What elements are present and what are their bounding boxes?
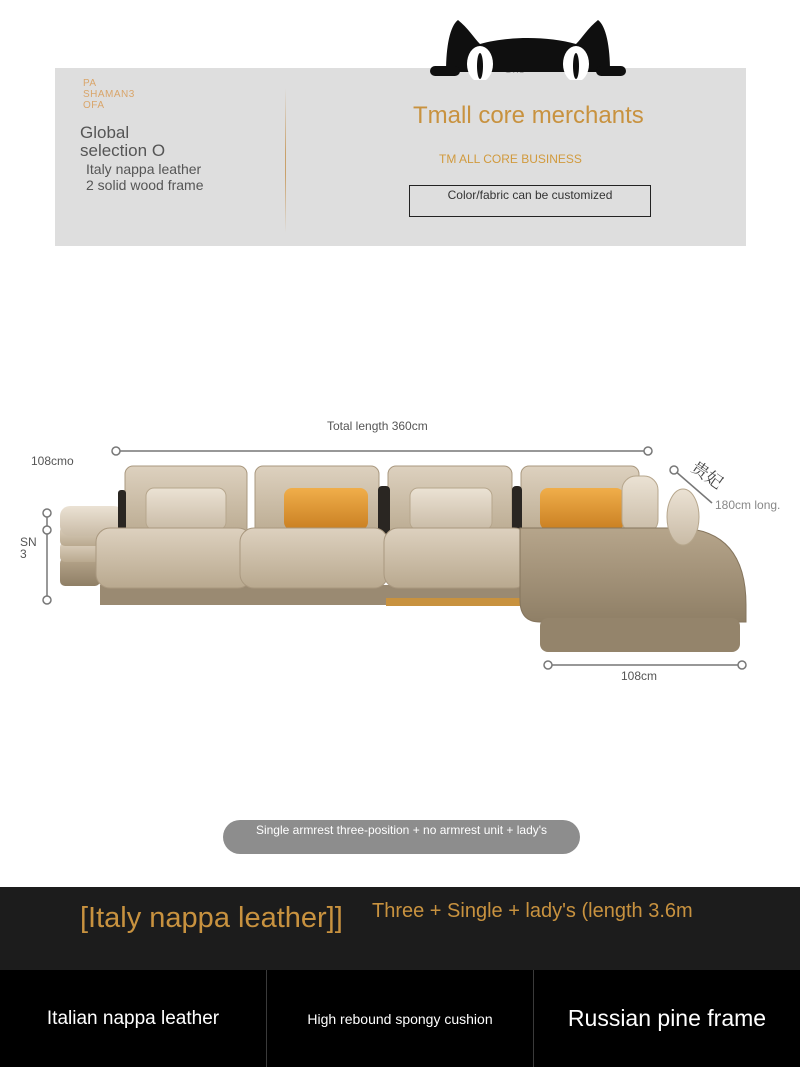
height-label	[20, 536, 37, 560]
global-selection-title	[80, 124, 165, 160]
chaise-length-label: 180cm long.	[715, 498, 781, 512]
total-length-label: Total length 360cm	[327, 419, 428, 433]
feature-leather: Italian nappa leather	[46, 1007, 220, 1029]
back-gap	[378, 486, 390, 534]
configuration-caption: Single armrest three-position + no armrest unit + lady's	[223, 820, 580, 854]
depth-left-label: 108cmo	[31, 454, 74, 468]
brand-logo-text: PA SHAMAN3 OFA	[83, 78, 135, 111]
chaise-glyph: 贵妃	[687, 457, 727, 494]
feature-strip	[0, 970, 800, 1067]
spec-frame: 2 solid wood frame	[86, 177, 204, 193]
sofa-base-trim	[386, 598, 520, 606]
sofa-dimension-diagram	[0, 400, 800, 700]
global-line-2: selection O	[80, 141, 166, 160]
banner-divider	[285, 88, 286, 233]
customization-note: Color/fabric can be customized	[409, 185, 651, 217]
sofa-illustration	[0, 400, 800, 700]
height-label-1: SN	[20, 535, 37, 549]
global-line-1: Global	[80, 123, 130, 142]
header-banner	[55, 68, 746, 246]
chaise-width-label: 108cm	[621, 669, 658, 683]
merchant-title: Tmall core merchants	[413, 102, 644, 129]
spec-leather: Italy nappa leather	[86, 161, 202, 177]
feature-frame: Russian pine frame	[533, 970, 800, 1067]
height-label-2: 3	[20, 547, 27, 561]
seat-cushions	[96, 528, 528, 588]
product-subtitle: Three + Single + lady's (length 3.6m	[372, 900, 693, 922]
merchant-subtitle: TM ALL CORE BUSINESS	[439, 152, 582, 166]
tmall-cat-icon	[428, 16, 628, 80]
feature-cushion: High rebound spongy cushion	[266, 970, 533, 1067]
product-title: [Italy nappa leather]]	[80, 902, 343, 934]
product-title-band	[0, 887, 800, 970]
